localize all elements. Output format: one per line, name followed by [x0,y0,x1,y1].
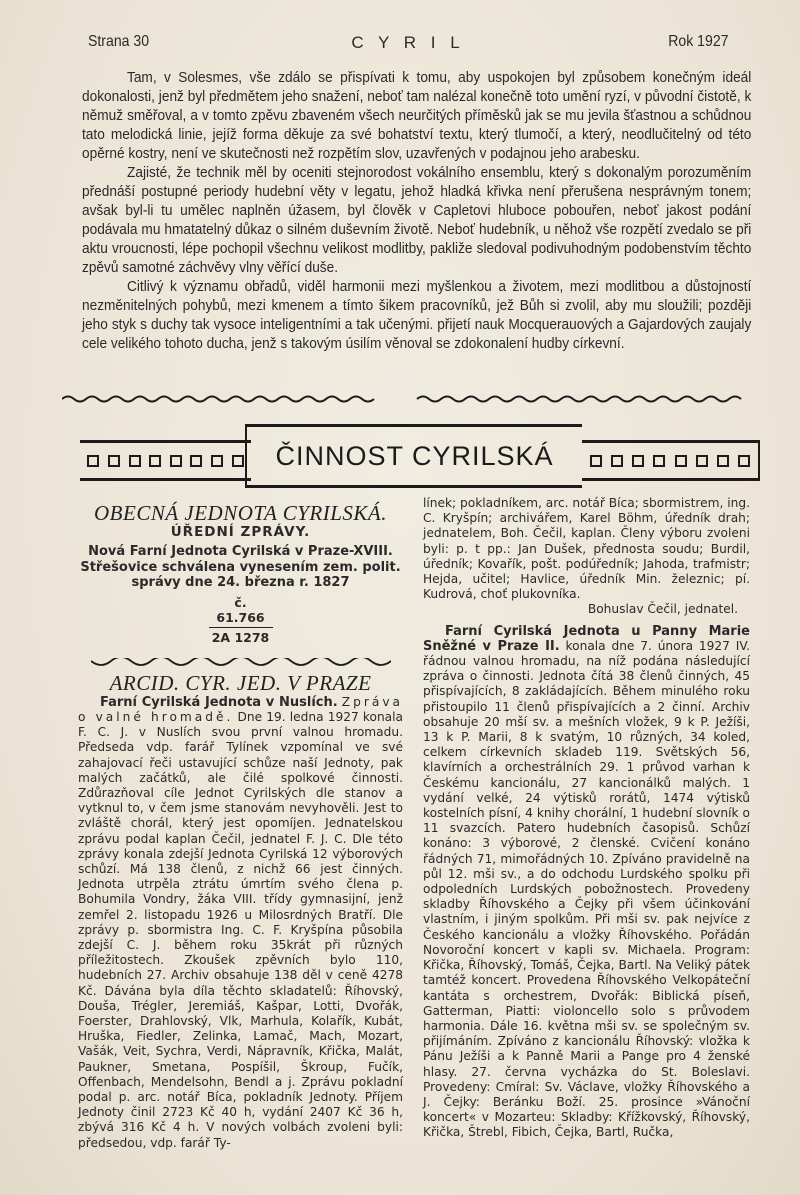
report-snezne [423,624,750,1141]
section-banner [80,420,760,492]
ornament-square [170,455,182,467]
subheading-official-reports: ÚŘEDNÍ ZPRÁVY. [170,524,311,541]
report-title: Farní Cyrilská Jednota v Nuslích. [100,694,338,710]
report-subtitle: Zpráva o valné hromadě. [78,694,404,724]
running-header [88,33,728,55]
ornament-square [108,455,120,467]
paragraph: Zajisté, že technik měl by oceniti stejnorodost vokálního ensemblu, který s dokonalým porozuměním přednáší postupné periody hudební věty v legatu, jehož hladká křivka není přerušena nesprávným tonem; avšak byl-li tu umělec naplněn úžasem, byl člověk v Capletovi hluboce pobouřen, neboť jakost podání podávala mu hmatatelný důkaz o silném duševním životě. Neboť hudebník, u něhož vše rozpětí zvedalo se při aktu vroucnosti, lépe pochopil všechnu velikost modlitby, pakliže sledoval podivuhodným podobenstvím těchto zpěvů samotné záchvěvy vlny věřící duše. [82,164,752,276]
left-column [78,498,403,1151]
paragraph: Tam, v Solesmes, vše zdálo se přispívati k tomu, aby uspokojen byl způsobem konečným ideál dokonalosti, jenž byl předmětem jeho snažení, neboť tam nalézal konečně toto umění ryzí, v původní čistotě, k němuž směřoval, a v tomto zpěvu zbaveném všech neurčitých příměsků jak se mu jevila šťastnou a schůdnou tato melodická linie, jejíž forma děkuje za své bohatství textu, který tlumočí, a který, neodlučitelný od této opěrné kostry, není ve skutečnosti než rozpětím slov, uzavřených v podajnou jeho arabesku. [82,69,752,162]
magazine-title: C Y R I L [351,33,465,52]
paragraph: Citlivý k významu obřadů, viděl harmonii mezi myšlenkou a životem, mezi modlitbou a důstojností nezměnitelných pohybů, mezi kmenem a tímto šikem pracovníků, jež Bůh si zvolil, aby mu sloužili; později jeho styk s duchy tak vysoce inteligentními a tak učenými. přijetí nauk Mocquerauových a Gajardových zaujaly cele velikého tohoto ducha, jenž s takovým úsilím věnoval se zdokonalení hudby církevní. [82,278,752,352]
section-title: ČINNOST CYRILSKÁ [275,440,554,471]
ornament-square [149,455,161,467]
banner-ornament-right [582,440,760,481]
ornament-square [129,455,141,467]
ornament-square [211,455,223,467]
reference-numerator: č. 61.766 [209,595,273,628]
signature: Bohuslav Čečil, jednatel. [587,602,738,617]
article-continuation [82,68,752,353]
banner-ornament-left [80,440,251,481]
ornament-square [696,455,708,467]
reference-denominator: 2A 1278 [211,630,270,646]
ornament-square [190,455,202,467]
reference-number [209,595,273,646]
ornament-square [87,455,99,467]
ornament-square [590,455,602,467]
banner-title-box [245,424,582,488]
page-number: Strana 30 [88,33,150,50]
ornament-square [232,455,244,467]
ornament-square [632,455,644,467]
ornament-square [675,455,687,467]
right-column [423,496,750,1141]
continuation-text: línek; pokladníkem, arc. notář Bíca; sbormistrem, ing. C. Kryšpín; archivářem, Karel Böhm, úředník drah; jednatelem, Boh. Čečil, kaplan. Členy výboru zvoleni byli: p. t pp.: Jan Dušek, přednosta soudu; Burdil, úředník; Kovařík, pošt. podúředník; Jahoda, trafmistr; Hejda, učitel; Havlice, úředník Min. železnic; pí. Kudrová, choť plukovníka. [423,496,750,602]
report-nusle [78,695,403,1151]
heading-obecna-jednota: OBECNÁ JEDNOTA CYRILSKÁ. [94,501,387,525]
ornament-square [717,455,729,467]
heading-arcid-cyr-jed: ARCID. CYR. JED. V PRAZE [109,670,372,695]
year-label: Rok 1927 [667,33,728,50]
ornament-square [738,455,750,467]
report-title: Farní Cyrilská Jednota u Panny Marie Sněžné v Praze II. [423,623,750,654]
decorative-squiggle-divider [62,392,752,406]
ornament-square [653,455,665,467]
report-body: Dne 19. ledna 1927 konala F. C. J. v Nuslích svou první valnou hromadu. Předseda vdp. farář Tylínek vzpomínal ve své zahajovací řeči ustavující schůze naší Jednoty, pak malých začátků, ale čilé spolkové činnosti. Zdůrazňoval cíle Jednot Cyrilských dle stanov a vytknul to, v čem jsme stanovám nevyhověli. Jest to zvláště chorál, který jest opomíjen. Jednatelskou zprávu podal kaplan Čečil, jednatel F. J. C. Dle této zprávy konala zdejší Jednota Cyrilská 12 výborových schůzí. Má 138 členů, z nichž 66 jest činných. Jednota utrpěla ztrátu úmrtím svého člena p. Bohumila Vondry, žáka VIII. třídy gymnasijní, jenž zemřel 2. listopadu 1926 u Milosrdných Bratří. Dle zprávy p. sbormistra Ing. C. F. Kryšpína působila zdejší C. J. během roku 35krát při různých příležitostech. Zkoušek zpěvních bylo 110, hudebních 27. Archiv obsahuje 138 děl v ceně 4278 Kč. Dávána byla díla těchto skladatelů: Říhovský, Douša, Trégler, Jeremiáš, Kašpar, Lotti, Dvořák, Foerster, Drahlovský, Vlk, Marhula, Kolařík, Kubát, Hruška, Fiedler, Zelinka, Lamač, Mach, Mozart, Vašák, Veit, Sychra, Verdi, Nápravník, Křička, Malát, Paukner, Smetana, Pospíšil, Škroup, Fučík, Offenbach, Mendelsohn, Bendl a j. Zprávu pokladní podal p. arc. notář Bíca, pokladník Jednoty. Příjem Jednoty činil 2723 Kč 40 h, vydání 2407 Kč 36 h, zbývá 316 Kč 4 h. V nových volbách zvoleni byli: předsedou, vdp. farář Ty- [78,709,403,1150]
ornament-square [611,455,623,467]
decorative-wave-divider [91,658,391,668]
announcement: Nová Farní Jednota Cyrilská v Praze-XVIII. Střešovice schválena vynesením zem. polit. správy dne 24. března r. 1827 [80,544,401,591]
report-body: konala dne 7. února 1927 IV. řádnou valnou hromadu, na níž podána následující zpráva o činnosti. Jednota čítá 38 členů činných, 45 přispívajících, 8 zakládajících. Během minulého roku přistoupilo 11 členů přispívajících a 2 činní. Archiv obsahuje 20 mší sv. a mešních vložek, 9 k P. Ježíši, 13 k P. Marii, 8 k svatým, 10 různých, 34 koled, celkem církevních skladeb 119. Světských 56, klavírních a orchestrálních 29. 1 průvod varhan k Českému kancionálu, 27 kancionálků malých. 1 vydání velké, 24 výtisků rorátů, 1474 výtisků kostelních písní, 4 knihy chorální, 1 hudební slovník o 11 svazcích. Patero hudebních časopisů. Schůzí konáno: 3 výborové, 2 členské. Cvičení konáno řádných 71, mimořádných 10. Zpíváno pravidelně na půl 12. mši sv., a do odchodu Lurdského spolku při odpoledních Lurdských pobožnostech. Provedeny skladby Říhovského a Čejky při všem účinkování vlastním, i jiným spolkům. Při mši sv. pak nejvíce z Českého kancionálu a vložky Říhovského. Pořádán Novoroční koncert v kapli sv. Michaela. Program: Křička, Říhovský, Tomáš, Čejka, Bartl. Na Veliký pátek tamtéž koncert. Provedena Říhovského Velkopáteční kantáta s orchestrem, Dvořák: Biblická píseň, Gatterman, Piatti: violoncello solo s průvodem harmonia. Dále 16. května mši sv. se společným sv. přijímáním. Zpíváno z kancionálu Říhovský: vložka k Pánu Ježíši a k Panně Marii a Pange pro 4 ženské hlasy. 27. června vycházka do St. Boleslavi. Provedeny: Cmíral: Sv. Václave, vložky Říhovského a J. Čejky: Beránku Boží. 25. prosince »Vánoční koncert« v Mozarteu: Skladby: Křížkovský, Říhovský, Křička, Štrebl, Fibich, Čejka, Bartl, Ručka, [423,638,750,1140]
